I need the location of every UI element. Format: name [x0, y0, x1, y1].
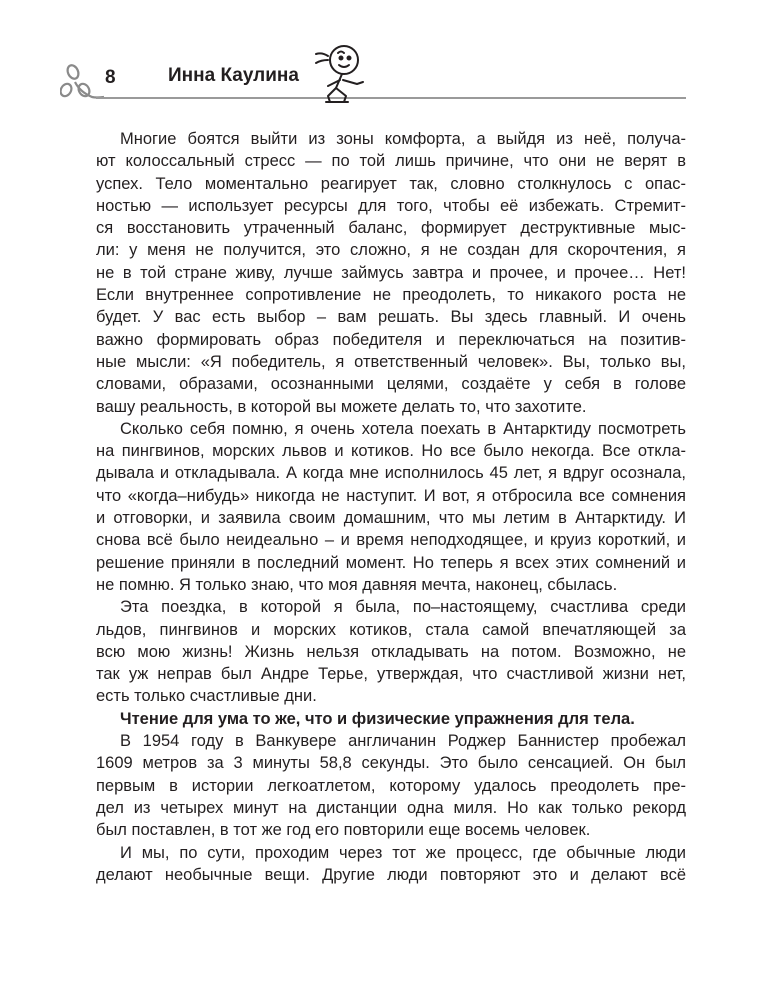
text-line: всю мою жизнь! Жизнь нельзя откладывать на потом. Возможно, не — [96, 642, 686, 661]
text-line: и отговорки, и заявила своим домашним, что мы летим в Антарктиду. И — [96, 509, 686, 528]
text-line: Если внутреннее сопротивление не преодолеть, то никакого роста не — [96, 286, 686, 305]
text-line: что «когда–нибудь» никогда не наступит. И вот, я отбросила все сомнения — [96, 486, 686, 505]
text-line: вашу реальность, в которой вы можете делать то, что захотите. — [96, 397, 587, 416]
text-line: дывала и откладывала. А когда мне исполнилось 45 лет, я вдруг осознала, — [96, 464, 686, 483]
stick-figure-illustration-icon — [312, 40, 372, 112]
text-line: И мы, по сути, проходим через тот же процесс, где обычные люди — [120, 843, 686, 862]
text-line: ностью — использует ресурсы для того, чтобы её избежать. Стремит- — [96, 196, 686, 215]
text-line: был поставлен, в тот же год его повторили еще восемь человек. — [96, 821, 591, 840]
page-number: 8 — [105, 67, 116, 88]
flower-ornament-icon — [60, 62, 104, 106]
book-page-text — [96, 128, 686, 886]
paragraph — [96, 730, 686, 841]
header-divider — [96, 97, 686, 99]
text-line: Эта поездка, в которой я была, по–настоящему, счастлива среди — [120, 598, 686, 617]
text-line: Чтение для ума то же, что и физические упражнения для тела. — [120, 709, 635, 728]
text-line: ют колоссальный стресс — по той лишь причине, что они не верят в — [96, 152, 686, 171]
text-line: В 1954 году в Ванкувере англичанин Роджер Баннистер пробежал — [120, 732, 686, 751]
text-line: Сколько себя помню, я очень хотела поехать в Антарктиду посмотреть — [120, 419, 686, 438]
text-line: ли: у меня не получится, это сложно, я не создан для скорочтения, я — [96, 241, 686, 260]
text-line: словами, образами, осознанными целями, создаёте у себя в голове — [96, 375, 686, 394]
text-line: льдов, пингвинов и морских котиков, стала самой впечатляющей за — [96, 620, 686, 639]
paragraph — [96, 596, 686, 707]
text-line: ся восстановить утраченный баланс, формирует деструктивные мыс- — [96, 219, 686, 238]
text-line: будет. У вас есть выбор – вам решать. Вы здесь главный. И очень — [96, 308, 686, 327]
bold-paragraph — [96, 708, 686, 730]
text-line: успех. Тело моментально реагирует так, словно столкнулось с опас- — [96, 174, 686, 193]
text-line: Многие боятся выйти из зоны комфорта, а выйдя из неё, получа- — [120, 130, 686, 148]
paragraph — [96, 842, 686, 887]
text-line: ные мысли: «Я победитель, я ответственный человек». Вы, только вы, — [96, 352, 686, 371]
text-line: первым в истории легкоатлетом, которому удалось преодолеть пре- — [96, 776, 686, 795]
text-line: есть только счастливые дни. — [96, 687, 317, 706]
text-line: решение приняли в последний момент. Но теперь я всех этих сомнений и — [96, 553, 686, 572]
text-line: не в той стране живу, лучше займусь завтра и прочее, и прочее… Нет! — [96, 263, 686, 282]
text-line: делают необычные вещи. Другие люди повторяют это и делают всё — [96, 865, 686, 884]
text-line: снова всё было неидеально – и время неподходящее, и круиз короткий, и — [96, 531, 686, 550]
paragraph — [96, 128, 686, 418]
text-line: дел из четырех минут на дистанции одна миля. Но как только рекорд — [96, 798, 686, 817]
text-line: 1609 метров за 3 минуты 58,8 секунды. Это было сенсацией. Он был — [96, 754, 686, 773]
text-line: на пингвинов, морских львов и котиков. Но все было некогда. Все откла- — [96, 442, 686, 461]
text-line: так уж неправ был Андре Терье, утверждая, что счастливой жизни нет, — [96, 665, 686, 684]
page-header — [0, 0, 759, 110]
paragraph — [96, 418, 686, 596]
text-line: важно формировать образ победителя и переключаться на позитив- — [96, 330, 686, 349]
author-name: Инна Каулина — [168, 65, 299, 86]
text-line: не помню. Я только знаю, что моя давняя мечта, наконец, сбылась. — [96, 575, 618, 594]
